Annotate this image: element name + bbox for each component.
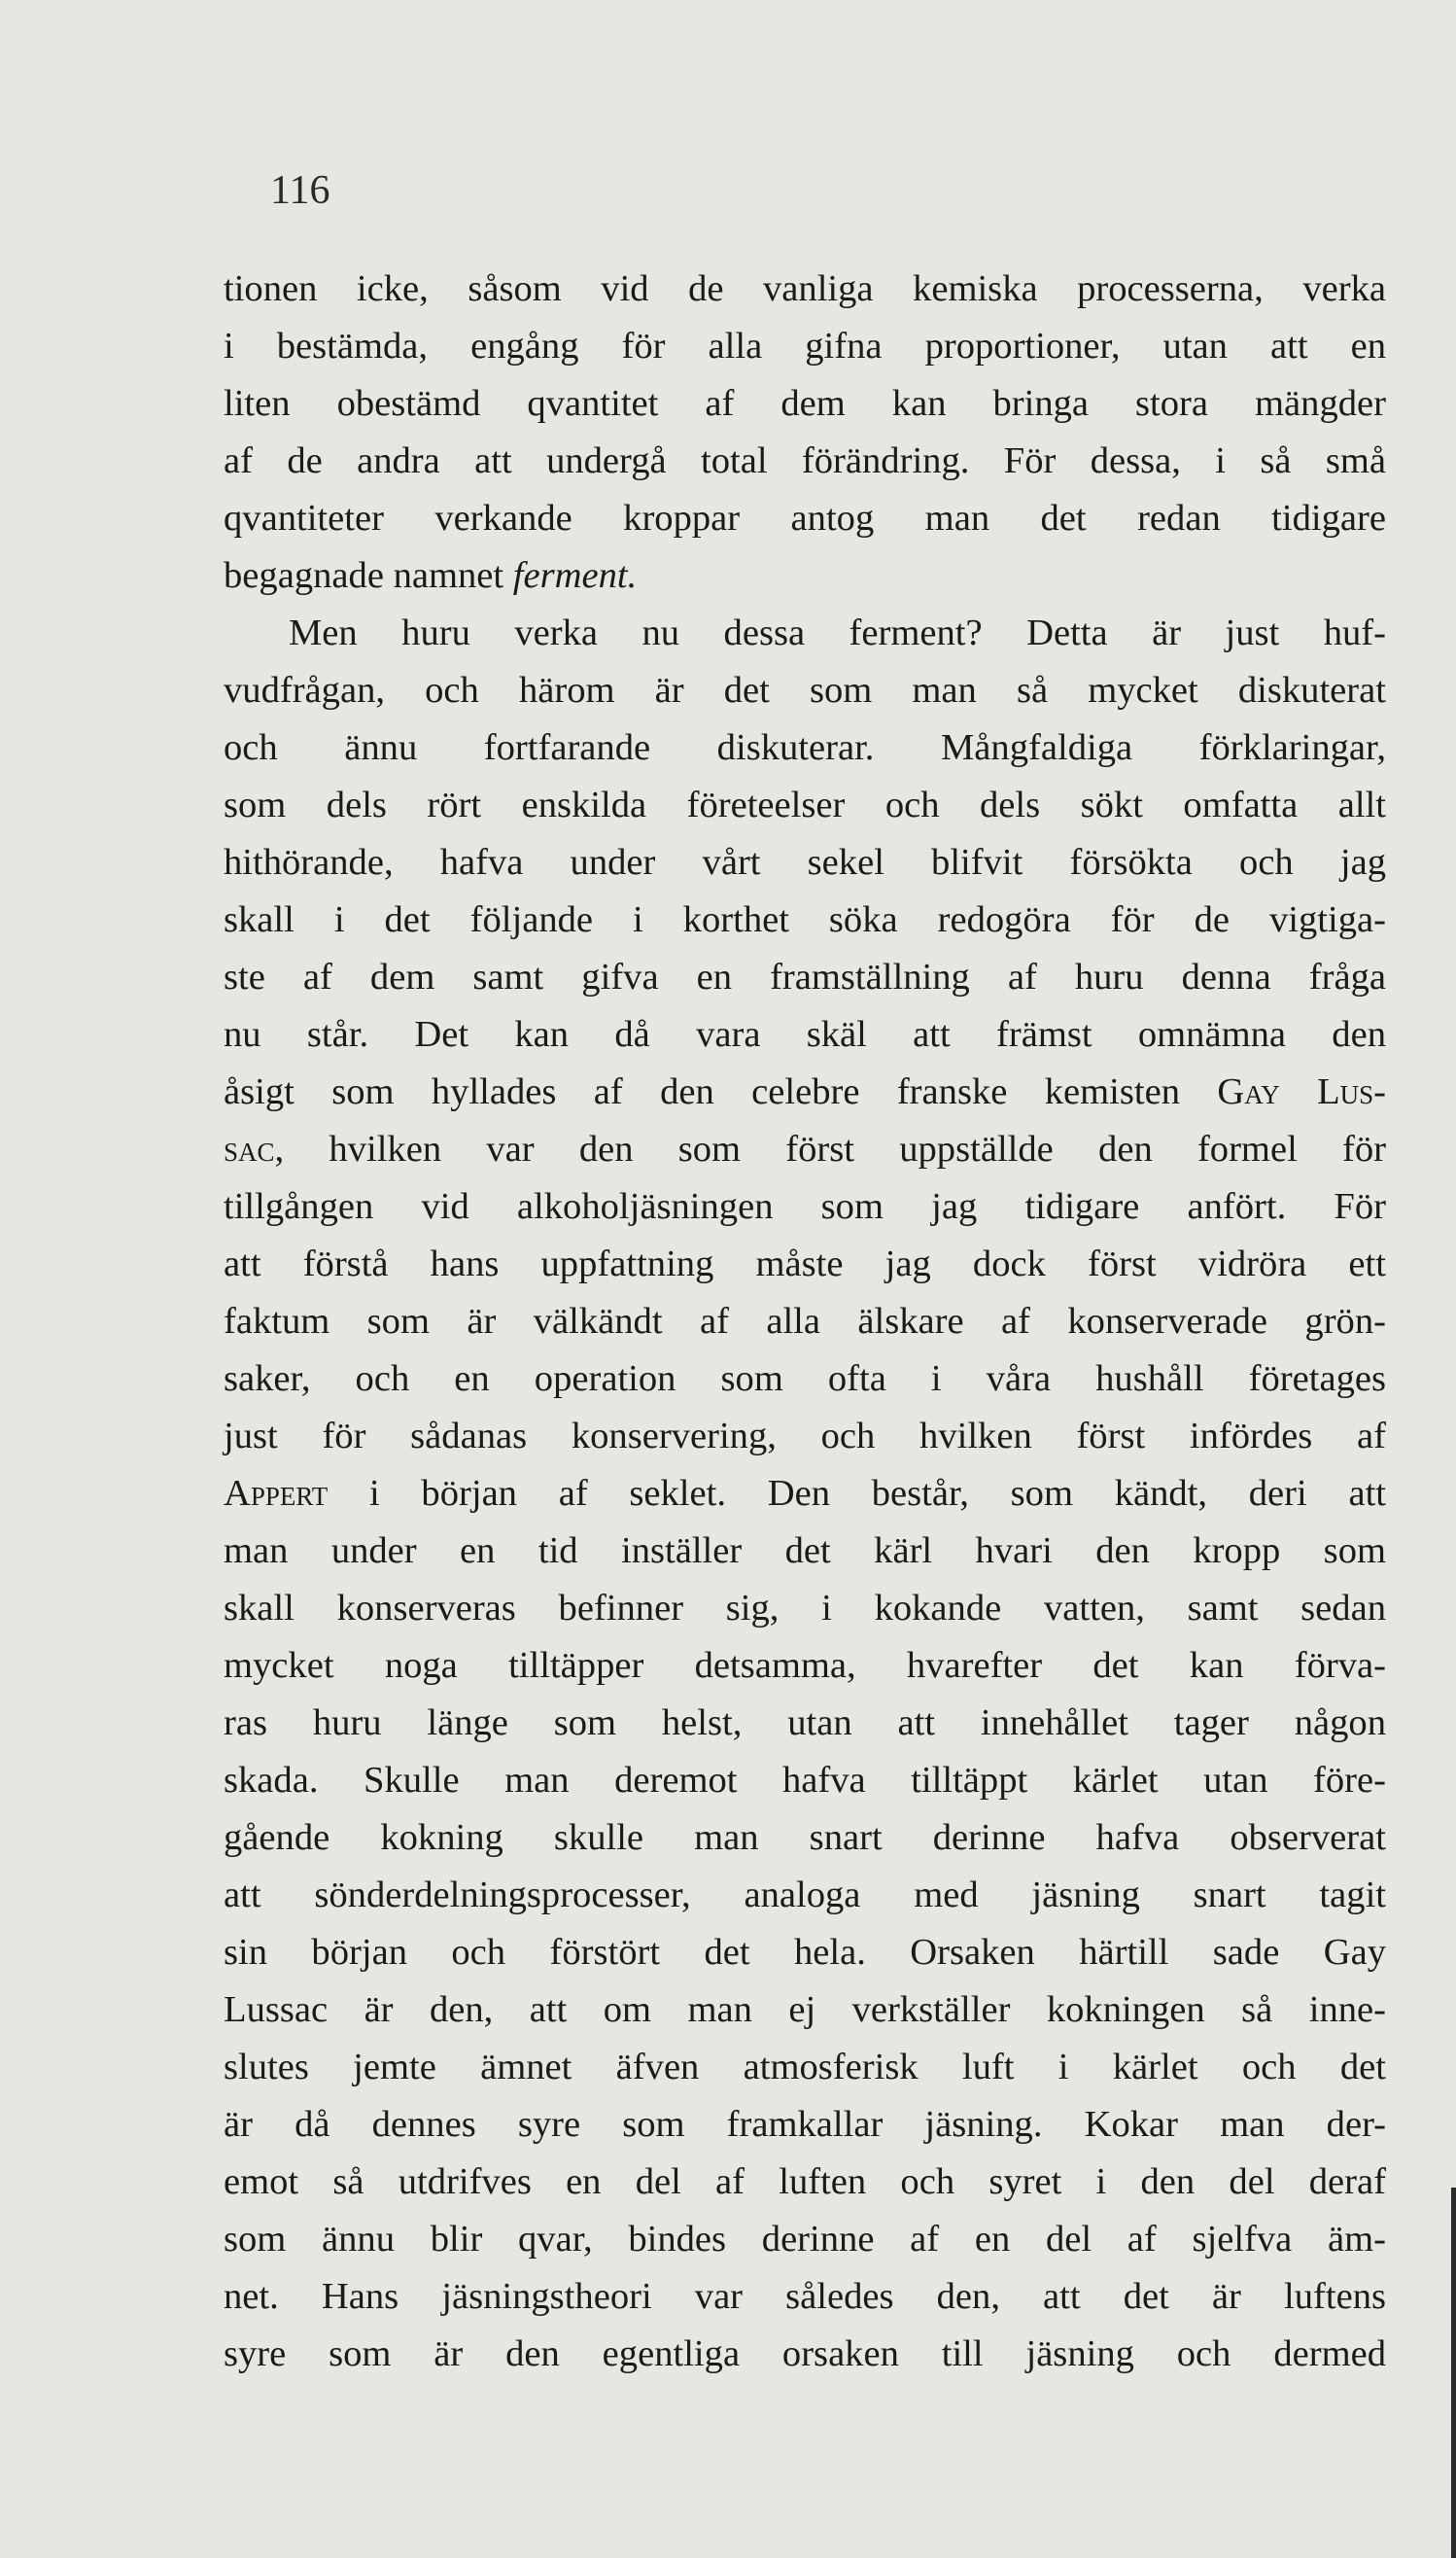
text-line: i bestämda, engång för alla gifna proportioner, utan att en [224, 326, 1386, 367]
author-name: Appert [224, 1473, 329, 1514]
text-line [224, 1064, 1386, 1121]
text-line: hithörande, hafva under vårt sekel blifvit försökta och jag [224, 842, 1386, 883]
text-line: tionen icke, såsom vid de vanliga kemiska processerna, verka [224, 268, 1386, 309]
text-line: skall i det följande i korthet söka redogöra för de vigtiga- [224, 899, 1386, 940]
text-line: att sönderdelningsprocesser, analoga med jäsning snart tagit [224, 1875, 1386, 1915]
text-line [224, 1121, 1386, 1178]
italic-term: ferment. [512, 555, 638, 596]
text-line: tillgången vid alkoholjäsningen som jag tidigare anfört. För [224, 1186, 1386, 1227]
text-line: gående kokning skulle man snart derinne hafva observerat [224, 1817, 1386, 1858]
text-line: skada. Skulle man deremot hafva tilltäppt kärlet utan före- [224, 1760, 1386, 1801]
text-line: ras huru länge som helst, utan att innehållet tager någon [224, 1702, 1386, 1743]
author-name: sac [224, 1129, 275, 1170]
text-line: af de andra att undergå total förändring. För dessa, i så små [224, 440, 1386, 481]
text-run: i början af seklet. Den består, som kändt, deri att [328, 1473, 1386, 1514]
text-run: begagnade namnet [224, 555, 513, 596]
text-line: just för sådanas konservering, och hvilken först infördes af [224, 1416, 1386, 1456]
text-line: faktum som är välkändt af alla älskare af konserverade grön- [224, 1301, 1386, 1342]
text-line: skall konserveras befinner sig, i kokande vatten, samt sedan [224, 1588, 1386, 1629]
text-line: sin början och förstört det hela. Orsaken härtill sade Gay [224, 1932, 1386, 1973]
text-line: saker, och en operation som ofta i våra hushåll företages [224, 1358, 1386, 1399]
text-line: net. Hans jäsningstheori var således den, att det är luftens [224, 2276, 1386, 2317]
text-line [224, 1465, 1386, 1523]
text-line: att förstå hans uppfattning måste jag dock först vidröra ett [224, 1244, 1386, 1284]
text-line [224, 547, 1386, 605]
text-line: och ännu fortfarande diskuterar. Mångfaldiga förklaringar, [224, 727, 1386, 768]
text-run: åsigt som hyllades af den celebre franske kemisten [224, 1071, 1218, 1112]
text-line: Lussac är den, att om man ej verkställer kokningen så inne- [224, 1989, 1386, 2030]
body-text [224, 261, 1386, 2383]
text-run: , hvilken var den som först uppställde den formel för [274, 1129, 1386, 1170]
text-line: är då dennes syre som framkallar jäsning. Kokar man der- [224, 2104, 1386, 2145]
text-line: vudfrågan, och härom är det som man så mycket diskuterat [224, 670, 1386, 711]
text-line: slutes jemte ämnet äfven atmosferisk luft i kärlet och det [224, 2047, 1386, 2087]
text-line: ste af dem samt gifva en framställning af huru denna fråga [224, 957, 1386, 998]
page-edge-shadow [1451, 2188, 1456, 2558]
text-line: qvantiteter verkande kroppar antog man det redan tidigare [224, 498, 1386, 539]
text-line: syre som är den egentliga orsaken till jäsning och dermed [224, 2333, 1386, 2374]
text-line: man under en tid inställer det kärl hvari den kropp som [224, 1530, 1386, 1571]
text-line: mycket noga tilltäpper detsamma, hvarefter det kan förva- [224, 1645, 1386, 1686]
text-line: som ännu blir qvar, bindes derinne af en del af sjelfva äm- [224, 2219, 1386, 2260]
page-number: 116 [270, 168, 330, 213]
text-line: som dels rört enskilda företeelser och dels sökt omfatta allt [224, 785, 1386, 825]
paragraph-start-line: Men huru verka nu dessa ferment? Detta är just huf- [289, 613, 1386, 653]
author-name: Gay Lus- [1217, 1071, 1386, 1112]
text-line: nu står. Det kan då vara skäl att främst omnämna den [224, 1014, 1386, 1055]
text-line: liten obestämd qvantitet af dem kan bringa stora mängder [224, 383, 1386, 424]
text-line: emot så utdrifves en del af luften och syret i den del deraf [224, 2161, 1386, 2202]
